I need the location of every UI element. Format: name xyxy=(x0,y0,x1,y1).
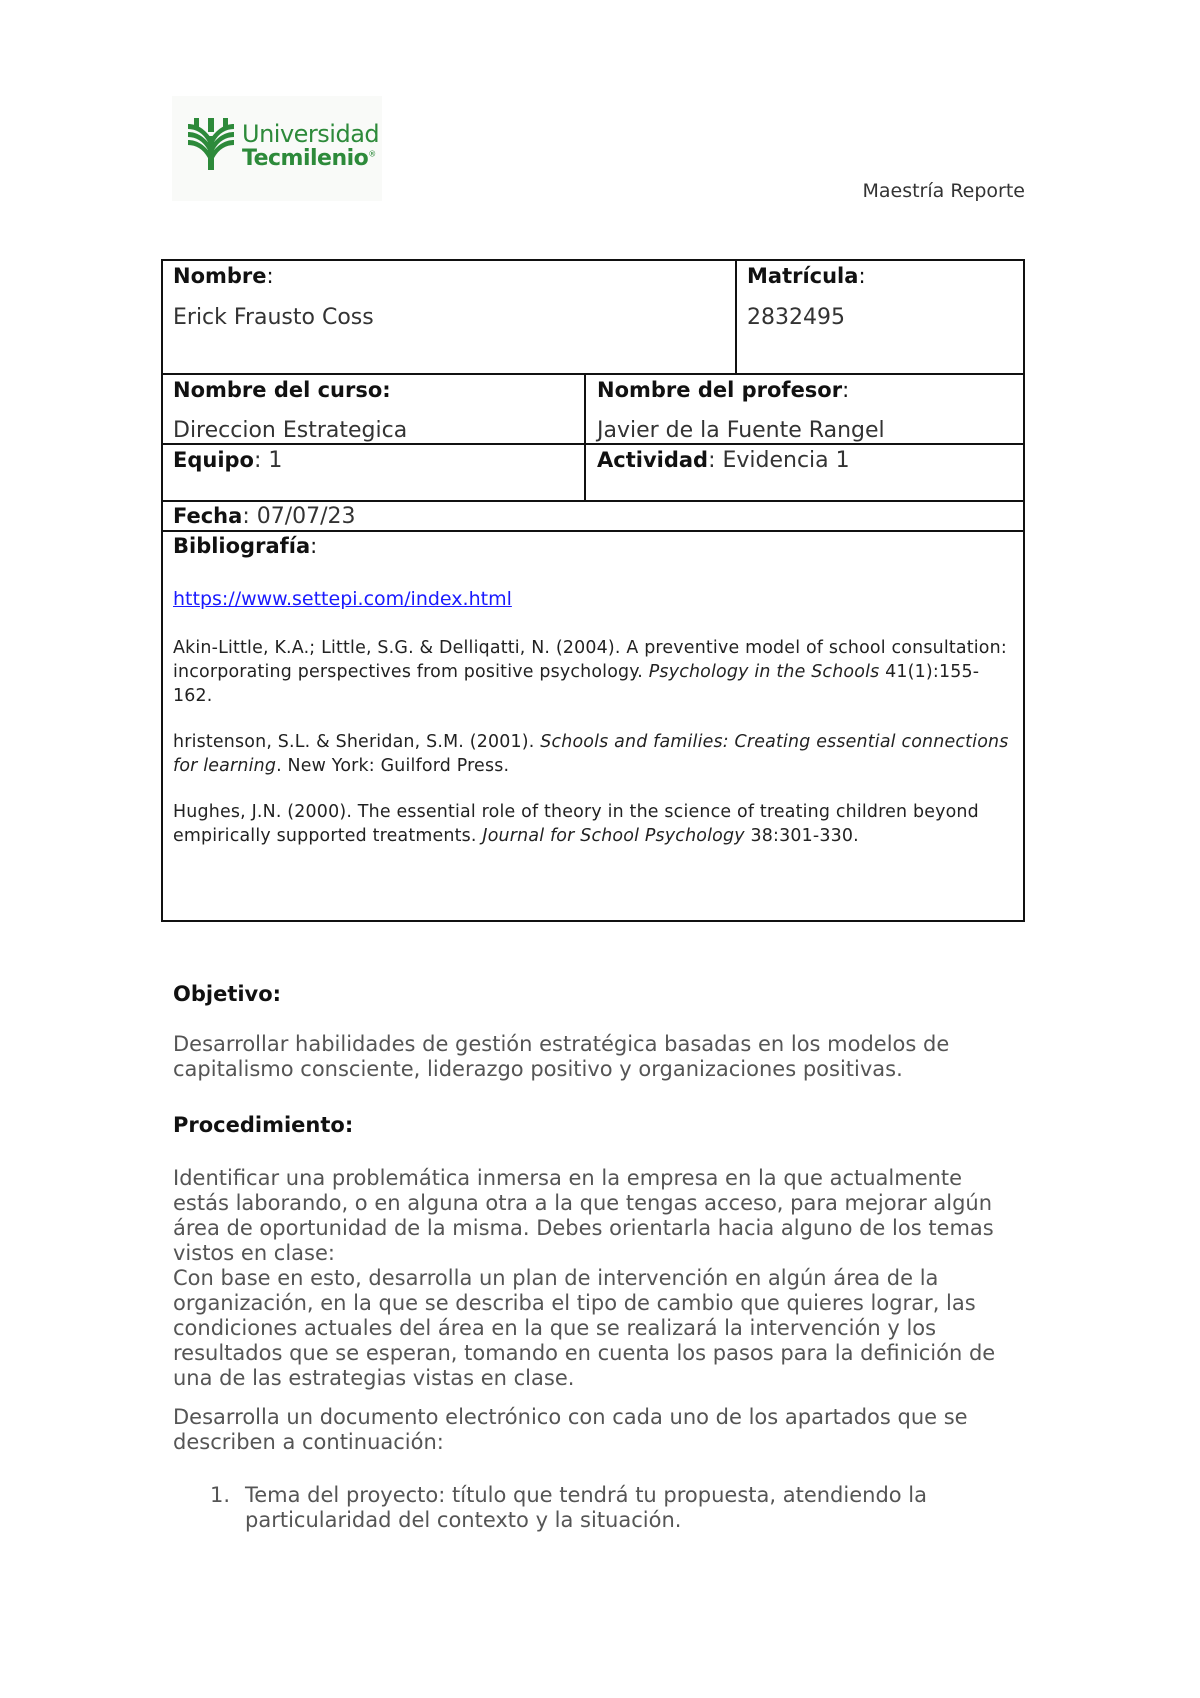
bibliografia-link[interactable]: https://www.settepi.com/index.html xyxy=(173,588,512,610)
procedimiento-paragraph-1: Identificar una problemática inmersa en la empresa en la que actualmente estás laborando, o en alguna otra a la que tengas acceso, para mejorar algún área de oportunidad de la misma. Debes orientarla hacia alguno de los temas vistos en clase: xyxy=(173,1166,994,1265)
matricula-value: 2832495 xyxy=(747,305,845,330)
fecha-value: : 07/07/23 xyxy=(242,504,356,529)
reference-3-end: 38:301-330. xyxy=(744,826,859,846)
reference-1-text: Akin-Little, K.A.; Little, S.G. & Delliqatti, N. (2004). A preventive model of school consultation: incorporating perspectives from positive psychology. xyxy=(173,638,1007,682)
bibliografia-label xyxy=(173,534,317,558)
actividad-row xyxy=(597,448,850,473)
bibliografia-colon: : xyxy=(310,534,318,558)
reference-1-journal: Psychology in the Schools xyxy=(648,662,880,682)
reference-2-title: Schools and families: Creating essential connections for learning xyxy=(173,732,1009,776)
fecha-row xyxy=(173,504,356,529)
profesor-colon: : xyxy=(842,378,850,402)
fecha-label: Fecha xyxy=(173,504,243,528)
row-divider-4 xyxy=(161,530,1025,532)
matricula-label xyxy=(747,264,866,288)
list-item-1: Tema del proyecto: título que tendrá tu propuesta, atendiendo la particularidad del contexto y la situación. xyxy=(245,1483,927,1532)
curso-value: Direccion Estrategica xyxy=(173,418,408,443)
reference-3-journal: Journal for School Psychology xyxy=(482,826,745,846)
objetivo-text: Desarrollar habilidades de gestión estratégica basadas en los modelos de capitalismo consciente, liderazgo positivo y organizaciones positivas. xyxy=(173,1032,950,1081)
reference-1 xyxy=(173,636,1013,708)
matricula-label-text: Matrícula xyxy=(747,264,859,288)
reference-3-text: Hughes, J.N. (2000). The essential role of theory in the science of treating children beyond empirically supported treatments. xyxy=(173,802,979,846)
procedimiento-paragraph-2: Con base en esto, desarrolla un plan de intervención en algún área de la organización, en la que se describa el tipo de cambio que quieres lograr, las condiciones actuales del área en la que se realizará la intervención y los resultados que se esperan, tomando en cuenta los pasos para la definición de una de las estrategias vistas en clase. xyxy=(173,1266,996,1390)
objetivo-title: Objetivo: xyxy=(173,982,282,1006)
logo-line2 xyxy=(242,148,379,170)
curso-label: Nombre del curso: xyxy=(173,378,391,402)
row-divider-3 xyxy=(161,500,1025,502)
reference-2-end: . New York: Guilford Press. xyxy=(276,756,510,776)
logo-line2-text: Tecmilenio xyxy=(242,146,369,171)
row-divider-1 xyxy=(161,373,1025,375)
matricula-colon: : xyxy=(858,264,866,288)
nombre-colon: : xyxy=(266,264,274,288)
nombre-value: Erick Frausto Coss xyxy=(173,305,374,330)
reference-1-end: 41(1):155-162. xyxy=(173,662,980,706)
profesor-label xyxy=(597,378,849,402)
actividad-label: Actividad xyxy=(597,448,709,472)
row-divider-2 xyxy=(161,443,1025,445)
equipo-row xyxy=(173,448,282,473)
reference-2 xyxy=(173,730,1013,778)
procedimiento-paragraph-3: Desarrolla un documento electrónico con cada uno de los apartados que se describen a continuación: xyxy=(173,1405,968,1454)
logo-wordmark xyxy=(242,122,379,170)
university-logo xyxy=(172,96,382,201)
logo-line1: Universidad xyxy=(242,120,380,148)
registered-mark: ® xyxy=(368,149,376,159)
list-item-1-number: 1. xyxy=(210,1483,231,1507)
procedimiento-title: Procedimiento: xyxy=(173,1113,354,1137)
col-divider-2 xyxy=(584,373,586,502)
reference-2-text: hristenson, S.L. & Sheridan, S.M. (2001). xyxy=(173,732,541,752)
actividad-value: : Evidencia 1 xyxy=(708,448,850,473)
reference-3 xyxy=(173,800,1013,848)
header-right-text: Maestría Reporte xyxy=(862,180,1025,202)
tecmilenio-logo-icon xyxy=(186,118,236,170)
profesor-value: Javier de la Fuente Rangel xyxy=(597,418,885,443)
equipo-value: : 1 xyxy=(254,448,283,473)
nombre-label xyxy=(173,264,274,288)
equipo-label: Equipo xyxy=(173,448,254,472)
nombre-label-text: Nombre xyxy=(173,264,267,288)
profesor-label-text: Nombre del profesor xyxy=(597,378,843,402)
bibliografia-label-text: Bibliografía xyxy=(173,534,311,558)
col-divider-1 xyxy=(735,259,737,375)
